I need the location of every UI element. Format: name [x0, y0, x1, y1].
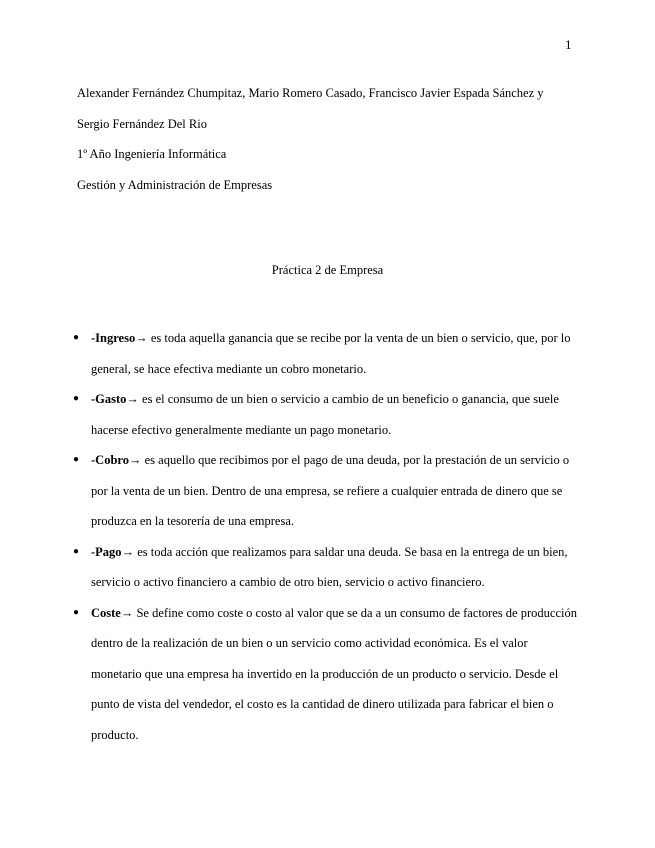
definition-term: Gasto [95, 392, 127, 406]
definition-prefix: - [91, 331, 96, 345]
bullet-icon: ● [73, 454, 80, 465]
definition-prefix: - [91, 453, 96, 467]
authors-line-2: Sergio Fernández Del Rio [77, 116, 207, 131]
definition-term: Coste [91, 605, 121, 620]
definition-term: Ingreso [95, 331, 136, 345]
page-number: 1 [565, 37, 572, 52]
definition-item-ingreso [73, 323, 577, 384]
definition-item-cobro [73, 445, 577, 537]
bullet-icon: ● [73, 606, 80, 618]
definition-item-gasto [73, 384, 577, 445]
definition-term: Pago [95, 544, 122, 559]
subject-line: Gestión y Administración de Empresas [77, 177, 273, 192]
document-header [77, 78, 577, 200]
definition-prefix: - [91, 392, 96, 406]
definition-prefix: - [91, 544, 96, 559]
document-title: Práctica 2 de Empresa [271, 263, 384, 277]
definition-text: → es aquello que recibimos por el pago de una deuda, por la prestación de un servicio o por la venta de un bien. Dentro de una empresa, se refiere a cualquier entrada de dinero que se produzca en la tesorería de una empresa. [91, 453, 570, 528]
definition-text: → es toda acción que realizamos para saldar una deuda. Se basa en la entrega de un bien, servicio o activo financiero a cambio de otro bien, servicio o activo financiero. [91, 544, 568, 589]
bullet-icon: ● [73, 332, 80, 343]
definitions-list [73, 323, 577, 750]
definition-text: → Se define como coste o costo al valor que se da a un consumo de factores de producción dentro de la realización de un bien o un servicio como actividad económica. Es el valor monetario que una empresa ha invertido en la producción de un producto o servicio. Desde el punto de vista del vendedor, el costo es la cantidad de dinero utilizada para fabricar el bien o producto. [91, 605, 577, 742]
definition-text: → es el consumo de un bien o servicio a cambio de un beneficio o ganancia, que suele hacerse efectivo generalmente mediante un pago monetario. [91, 392, 559, 437]
definition-item-pago [73, 537, 577, 598]
definition-text: → es toda aquella ganancia que se recibe por la venta de un bien o servicio, que, por lo general, se hace efectiva mediante un cobro monetario. [91, 331, 571, 376]
authors-line-1: Alexander Fernández Chumpitaz, Mario Romero Casado, Francisco Javier Espada Sánchez y [77, 86, 544, 100]
definition-term: Cobro [95, 453, 129, 467]
course-line: 1º Año Ingeniería Informática [77, 147, 227, 161]
bullet-icon: ● [73, 545, 80, 557]
definition-item-coste [73, 598, 577, 751]
bullet-icon: ● [73, 393, 80, 404]
